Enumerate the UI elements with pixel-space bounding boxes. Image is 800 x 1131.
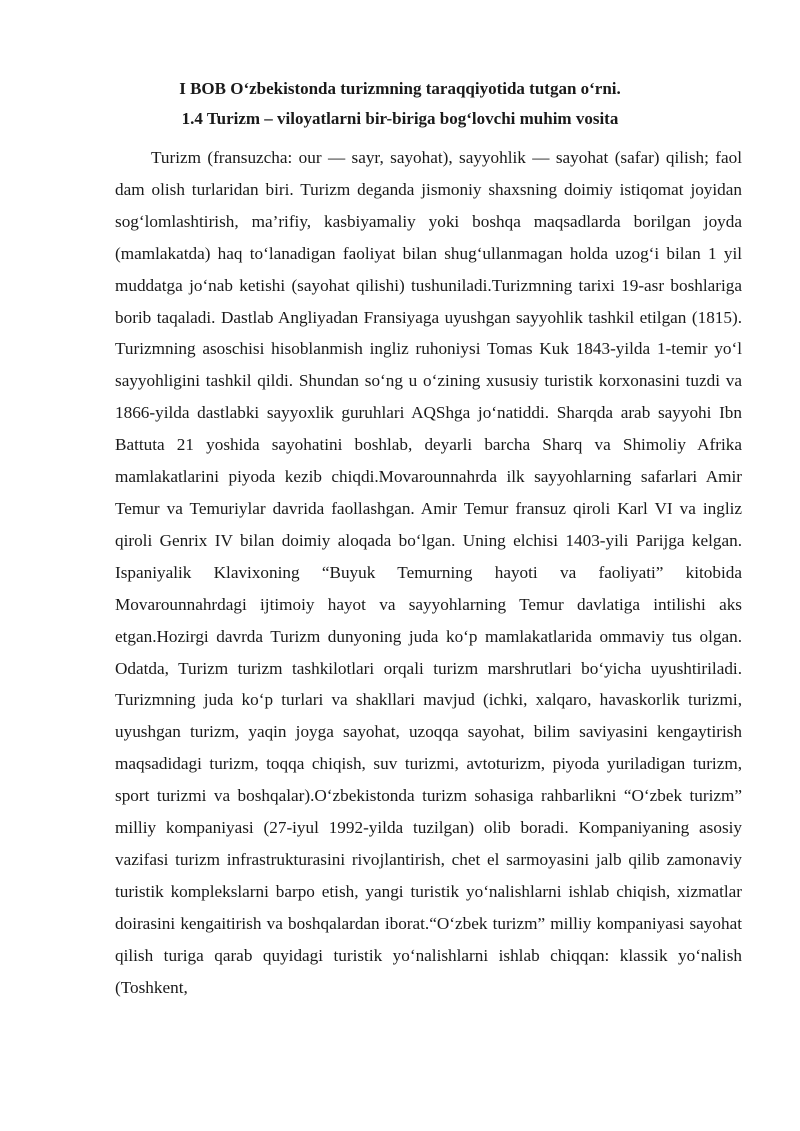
chapter-title: I BOB O‘zbekistonda turizmning taraqqiyotida tutgan o‘rni.	[179, 79, 621, 98]
body-paragraph: Turizm (fransuzcha: our — sayr, sayohat), sayyohlik — sayohat (safar) qilish; faol dam olish turlaridan biri. Turizm deganda jismoniy shaxsning doimiy istiqomat joyidan sog‘lomlashtirish, ma’rifiy, kasbiyamaliy yoki boshqa maqsadlarda borilgan joyda (mamlakatda) haq to‘lanadigan faoliyat bilan shug‘ullanmagan holda uzog‘i bilan 1 yil muddatga jo‘nab ketishi (sayohat qilishi) tushuniladi.Turizmning tarixi 19-asr boshlariga borib taqaladi. Dastlab Angliyadan Fransiyaga uyushgan sayyohlik tashkil etilgan (1815). Turizmning asoschisi hisoblanmish ingliz ruhoniysi Tomas Kuk 1843-yilda 1-temir yo‘l sayyohligini tashkil qildi. Shundan so‘ng u o‘zining xususiy turistik korxonasini tuzdi va 1866-yilda dastlabki sayyoxlik guruhlari AQShga jo‘natiddi. Sharqda arab sayyohi Ibn Battuta 21 yoshida sayohatini boshlab, deyarli barcha Sharq va Shimoliy Afrika mamlakatlarini piyoda kezib chiqdi.Movarounnahrda ilk sayyohlarning safarlari Amir Temur va Temuriylar davrida faollashgan. Amir Temur fransuz qiroli Karl VI va ingliz qiroli Genrix IV bilan doimiy aloqada bo‘lgan. Uning elchisi 1403-yili Parijga kelgan. Ispaniyalik Klavixoning “Buyuk Temurning hayoti va faoliyati” kitobida Movarounnahrdagi ijtimoiy hayot va sayyohlarning Temur davlatiga intilishi aks etgan.Hozirgi davrda Turizm dunyoning juda ko‘p mamlakatlarida ommaviy tus olgan. Odatda, Turizm turizm tashkilotlari orqali turizm marshrutlari bo‘yicha uyushtiriladi. Turizmning juda ko‘p turlari va shakllari mavjud (ichki, xalqaro, havaskorlik turizmi, uyushgan turizm, yaqin joyga sayohat, uzoqqa sayohat, bilim saviyasini kengaytirish maqsadidagi turizm, toqqa chiqish, suv turizmi, avtoturizm, piyoda yuriladigan turizm, sport turizmi va boshqalar).O‘zbekistonda turizm sohasiga rahbarlikni “O‘zbek turizm” milliy kompaniyasi (27-iyul 1992-yilda tuzilgan) olib boradi. Kompaniyaning asosiy vazifasi turizm infrastrukturasini rivojlantirish, chet el sarmoyasini jalb qilib zamonaviy turistik komplekslarni barpo etish, yangi turistik yo‘nalishlarni ishlab chiqish, xizmatlar doirasini kengaitirish va boshqalardan iborat.“O‘zbek turizm” milliy kompaniyasi sayohat qilish turiga qarab quyidagi turistik yo‘nalishlarni ishlab chiqqan: klassik yo‘nalish (Toshkent,	[115, 148, 742, 997]
section-title: 1.4 Turizm – viloyatlarni bir-biriga bog‘lovchi muhim vosita	[181, 109, 619, 128]
